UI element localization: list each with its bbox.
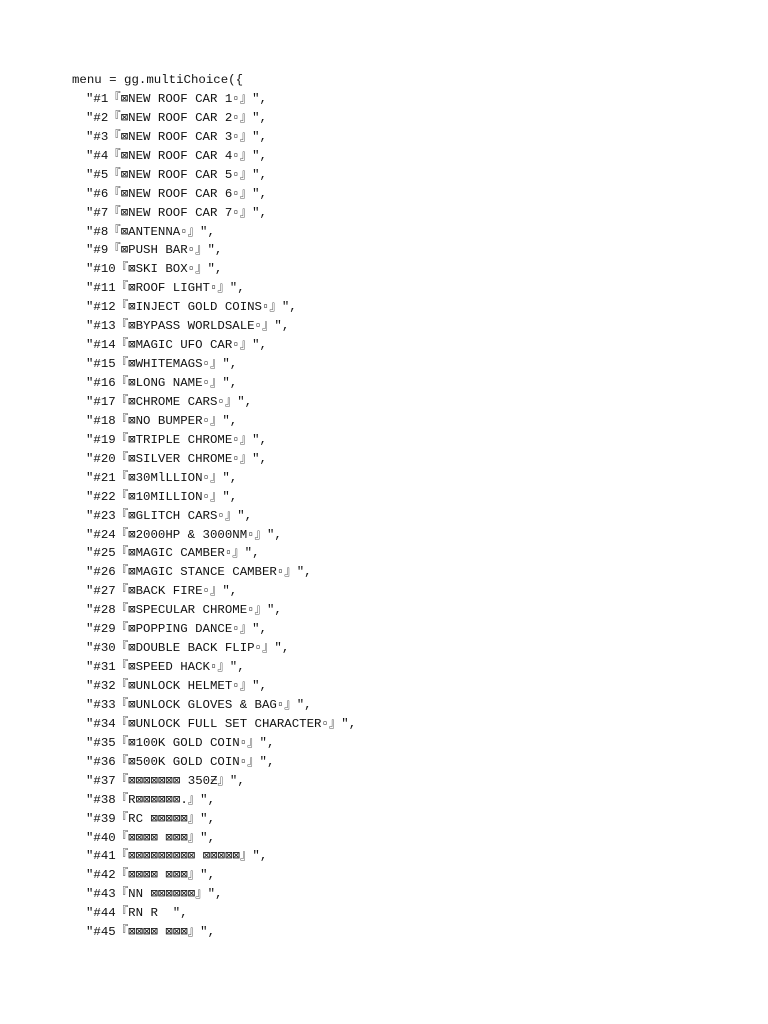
menu-item-line: "#14『⊠MAGIC UFO CAR▫』", bbox=[86, 338, 267, 353]
menu-item-line: "#2『⊠NEW ROOF CAR 2▫』", bbox=[86, 110, 267, 125]
menu-item-line: "#18『⊠NO BUMPER▫』", bbox=[86, 413, 238, 428]
menu-item-line: "#26『⊠MAGIC STANCE CAMBER▫』", bbox=[86, 565, 312, 580]
menu-item-line: "#21『⊠30MlLLION▫』", bbox=[86, 470, 238, 485]
menu-item-line: "#31『⊠SPEED HACK▫』", bbox=[86, 660, 245, 675]
menu-item-line: "#40『⊠⊠⊠⊠ ⊠⊠⊠』", bbox=[86, 830, 216, 845]
menu-item-line: "#34『⊠UNLOCK FULL SET CHARACTER▫』", bbox=[86, 716, 357, 731]
menu-item-line: "#15『⊠WHITEMAGS▫』", bbox=[86, 357, 238, 372]
menu-item-line: "#33『⊠UNLOCK GLOVES & BAG▫』", bbox=[86, 697, 312, 712]
menu-item-line: "#45『⊠⊠⊠⊠ ⊠⊠⊠』", bbox=[86, 925, 216, 940]
menu-item-line: "#41『⊠⊠⊠⊠⊠⊠⊠⊠⊠ ⊠⊠⊠⊠⊠』", bbox=[86, 849, 268, 864]
menu-item-line: "#25『⊠MAGIC CAMBER▫』", bbox=[86, 546, 260, 561]
menu-item-line: "#12『⊠INJECT GOLD COINS▫』", bbox=[86, 300, 297, 315]
menu-item-line: "#30『⊠DOUBLE BACK FLIP▫』", bbox=[86, 641, 290, 656]
menu-item-line: "#28『⊠SPECULAR CHROME▫』", bbox=[86, 603, 282, 618]
menu-item-line: "#22『⊠10MILLION▫』", bbox=[86, 489, 238, 504]
menu-item-line: "#13『⊠BYPASS WORLDSALE▫』", bbox=[86, 319, 290, 334]
menu-item-line: "#37『⊠⊠⊠⊠⊠⊠⊠ 350Ƶ』", bbox=[86, 773, 245, 788]
menu-item-line: "#9『⊠PUSH BAR▫』", bbox=[86, 243, 223, 258]
menu-item-line: "#36『⊠500K GOLD COIN▫』", bbox=[86, 754, 275, 769]
menu-item-line: "#7『⊠NEW ROOF CAR 7▫』", bbox=[86, 205, 267, 220]
menu-items-list bbox=[72, 90, 752, 942]
code-header-line: menu = gg.multiChoice({ bbox=[72, 73, 244, 87]
menu-item-line: "#32『⊠UNLOCK HELMET▫』", bbox=[86, 679, 267, 693]
menu-item-line: "#19『⊠TRIPLE CHROME▫』", bbox=[86, 432, 267, 447]
menu-item-line: "#6『⊠NEW ROOF CAR 6▫』", bbox=[86, 186, 267, 201]
menu-item-line: "#43『NN ⊠⊠⊠⊠⊠⊠』", bbox=[86, 887, 223, 902]
menu-item-line: "#44『RN R ", bbox=[86, 906, 188, 921]
menu-item-line: "#42『⊠⊠⊠⊠ ⊠⊠⊠』", bbox=[86, 868, 216, 883]
menu-item-line: "#20『⊠SILVER CHROME▫』", bbox=[86, 451, 267, 466]
menu-item-line: "#23『⊠GLITCH CARS▫』", bbox=[86, 508, 253, 523]
menu-item-line: "#1『⊠NEW ROOF CAR 1▫』", bbox=[86, 91, 267, 106]
menu-item-line: "#38『R⊠⊠⊠⊠⊠⊠.』", bbox=[86, 792, 216, 807]
menu-item-line: "#39『RC ⊠⊠⊠⊠⊠』", bbox=[86, 811, 216, 826]
menu-item-line: "#16『⊠LONG NAME▫』", bbox=[86, 376, 238, 390]
menu-item-line: "#24『⊠2000HP & 3000NM▫』", bbox=[86, 527, 282, 542]
menu-item-line: "#17『⊠CHROME CARS▫』", bbox=[86, 394, 253, 409]
code-document bbox=[72, 71, 752, 942]
menu-item-line: "#10『⊠SKI BOX▫』", bbox=[86, 262, 223, 277]
menu-item-line: "#3『⊠NEW ROOF CAR 3▫』", bbox=[86, 129, 267, 144]
menu-item-line: "#11『⊠ROOF LIGHT▫』", bbox=[86, 281, 245, 296]
menu-item-line: "#29『⊠POPPING DANCE▫』", bbox=[86, 622, 267, 637]
menu-item-line: "#27『⊠BACK FIRE▫』", bbox=[86, 584, 238, 599]
menu-item-line: "#4『⊠NEW ROOF CAR 4▫』", bbox=[86, 148, 267, 163]
menu-item-line: "#8『⊠ANTENNA▫』", bbox=[86, 224, 215, 239]
menu-item-line: "#35『⊠100K GOLD COIN▫』", bbox=[86, 735, 275, 750]
menu-item-line: "#5『⊠NEW ROOF CAR 5▫』", bbox=[86, 167, 267, 182]
